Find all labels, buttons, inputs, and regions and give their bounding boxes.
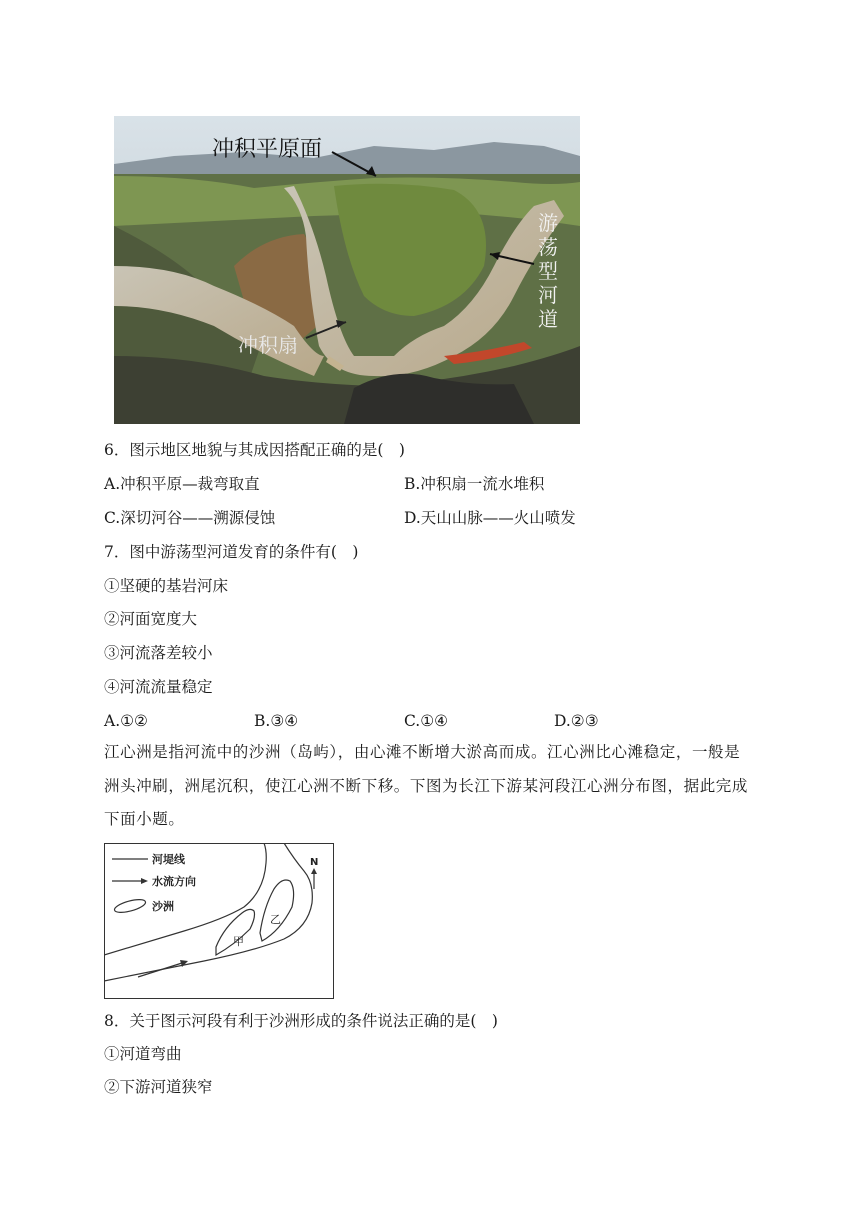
question-7-option-d[interactable]: D.②③ xyxy=(554,712,599,730)
north-label: N xyxy=(310,857,319,868)
diagram-canvas xyxy=(104,843,334,999)
label-channel-char-4: 河 xyxy=(538,285,558,307)
question-7-stem: 7．图中游荡型河道发育的条件有( ) xyxy=(104,543,359,561)
sandbar-yi-label: 乙 xyxy=(270,913,281,926)
question-7-item-4: ④河流流量稳定 xyxy=(104,678,213,696)
question-7-option-a[interactable]: A.①② xyxy=(104,712,148,730)
label-alluvial-fan: 冲积扇 xyxy=(238,335,298,357)
question-6-option-b[interactable]: B.冲积扇一流水堆积 xyxy=(404,475,545,493)
legend-levee-label: 河堤线 xyxy=(152,853,185,866)
river-bar-diagram xyxy=(104,843,334,999)
question-7-item-2: ②河面宽度大 xyxy=(104,610,198,628)
legend-bar-label: 沙洲 xyxy=(152,900,174,913)
question-6-option-d[interactable]: D.天山山脉——火山喷发 xyxy=(404,509,576,527)
question-6-option-c[interactable]: C.深切河谷——溯源侵蚀 xyxy=(104,509,276,527)
question-7-option-c[interactable]: C.①④ xyxy=(404,712,449,730)
label-channel-char-5: 道 xyxy=(538,309,558,331)
question-7-item-3: ③河流落差较小 xyxy=(104,644,213,662)
passage-text: 江心洲是指河流中的沙洲（岛屿），由心滩不断增大淤高而成。江心洲比心滩稳定，一般是洲头冲刷，洲尾沉积，使江心洲不断下移。下图为长江下游某河段江心洲分布图，据此完成下面小题。 xyxy=(104,743,749,828)
question-8-stem: 8．关于图示河段有利于沙洲形成的条件说法正确的是( ) xyxy=(104,1012,498,1030)
question-8-item-1: ①河道弯曲 xyxy=(104,1045,182,1063)
question-6-stem: 6．图示地区地貌与其成因搭配正确的是( ) xyxy=(104,441,405,459)
river-valley-photo xyxy=(114,116,580,424)
question-7-option-b[interactable]: B.③④ xyxy=(254,712,299,730)
label-alluvial-plain: 冲积平原面 xyxy=(212,136,323,161)
label-channel-char-3: 型 xyxy=(538,261,558,283)
question-6-option-a[interactable]: A.冲积平原—裁弯取直 xyxy=(104,475,260,493)
label-channel-char-1: 游 xyxy=(538,213,558,235)
question-7-item-1: ①坚硬的基岩河床 xyxy=(104,577,229,595)
legend-flow-label: 水流方向 xyxy=(152,875,196,888)
sandbar-jia-label: 甲 xyxy=(233,935,244,948)
question-8-item-2: ②下游河道狭窄 xyxy=(104,1078,213,1096)
label-channel-char-2: 荡 xyxy=(538,237,558,259)
river-valley-illustration xyxy=(114,116,580,424)
